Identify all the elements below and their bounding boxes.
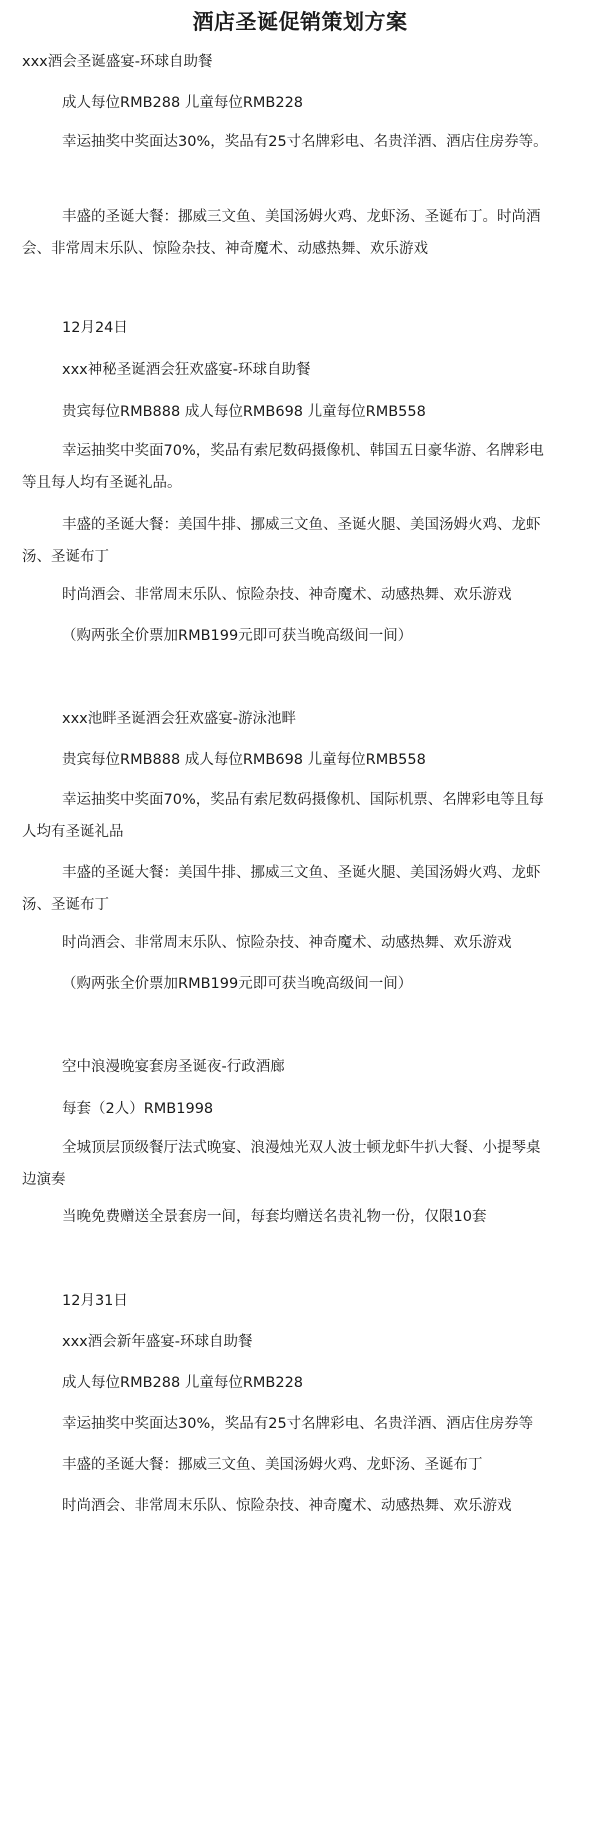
paragraph-line: xxx酒会圣诞盛宴-环球自助餐 [22, 54, 213, 70]
paragraph-line: 丰盛的圣诞大餐：挪威三文鱼、美国汤姆火鸡、龙虾汤、圣诞布丁。时尚酒会、非常周末乐队、惊险杂技、神奇魔术、动感热舞、欢乐游戏 [22, 209, 541, 257]
paragraph-line: 时尚酒会、非常周末乐队、惊险杂技、神奇魔术、动感热舞、欢乐游戏 [62, 935, 512, 951]
paragraph-line: 幸运抽奖中奖面达30%，奖品有25寸名牌彩电、名贵洋酒、酒店住房券等 [62, 1416, 534, 1432]
document-title: 酒店圣诞促销策划方案 [192, 9, 408, 34]
paragraph-line: 全城顶层顶级餐厅法式晚宴、浪漫烛光双人波士顿龙虾牛扒大餐、小提琴桌边演奏 [22, 1140, 541, 1188]
section-date: 12月31日 [62, 1293, 128, 1309]
paragraph-line: 成人每位RMB288 儿童每位RMB228 [62, 1375, 304, 1391]
section-date: 12月24日 [62, 320, 128, 336]
paragraph-line: 丰盛的圣诞大餐：美国牛排、挪威三文鱼、圣诞火腿、美国汤姆火鸡、龙虾汤、圣诞布丁 [22, 517, 541, 565]
paragraph-line: 每套（2人）RMB1998 [62, 1101, 214, 1117]
paragraph-line: （购两张全价票加RMB199元即可获当晚高级间一间） [62, 976, 413, 992]
paragraph-line: 幸运抽奖中奖面70%，奖品有索尼数码摄像机、韩国五日豪华游、名牌彩电等且每人均有圣诞礼品。 [22, 443, 544, 491]
paragraph-line: xxx神秘圣诞酒会狂欢盛宴-环球自助餐 [62, 362, 311, 378]
paragraph-line: 当晚免费赠送全景套房一间，每套均赠送名贵礼物一份，仅限10套 [62, 1209, 487, 1225]
paragraph-line: （购两张全价票加RMB199元即可获当晚高级间一间） [62, 628, 413, 644]
paragraph-line: 贵宾每位RMB888 成人每位RMB698 儿童每位RMB558 [62, 752, 426, 768]
paragraph-line: xxx池畔圣诞酒会狂欢盛宴-游泳池畔 [62, 711, 296, 727]
paragraph-line: 贵宾每位RMB888 成人每位RMB698 儿童每位RMB558 [62, 404, 426, 420]
paragraph-line: 时尚酒会、非常周末乐队、惊险杂技、神奇魔术、动感热舞、欢乐游戏 [62, 1498, 512, 1514]
paragraph-line: 空中浪漫晚宴套房圣诞夜-行政酒廊 [62, 1059, 285, 1075]
paragraph-line: 丰盛的圣诞大餐：美国牛排、挪威三文鱼、圣诞火腿、美国汤姆火鸡、龙虾汤、圣诞布丁 [22, 865, 541, 913]
paragraph-line: 幸运抽奖中奖面70%，奖品有索尼数码摄像机、国际机票、名牌彩电等且每人均有圣诞礼品 [22, 792, 544, 840]
paragraph-line: xxx酒会新年盛宴-环球自助餐 [62, 1334, 253, 1350]
paragraph-line: 幸运抽奖中奖面达30%，奖品有25寸名牌彩电、名贵洋酒、酒店住房券等。 [62, 134, 548, 150]
paragraph-line: 丰盛的圣诞大餐：挪威三文鱼、美国汤姆火鸡、龙虾汤、圣诞布丁 [62, 1457, 483, 1473]
paragraph-line: 时尚酒会、非常周末乐队、惊险杂技、神奇魔术、动感热舞、欢乐游戏 [62, 587, 512, 603]
paragraph-line: 成人每位RMB288 儿童每位RMB228 [62, 95, 304, 111]
